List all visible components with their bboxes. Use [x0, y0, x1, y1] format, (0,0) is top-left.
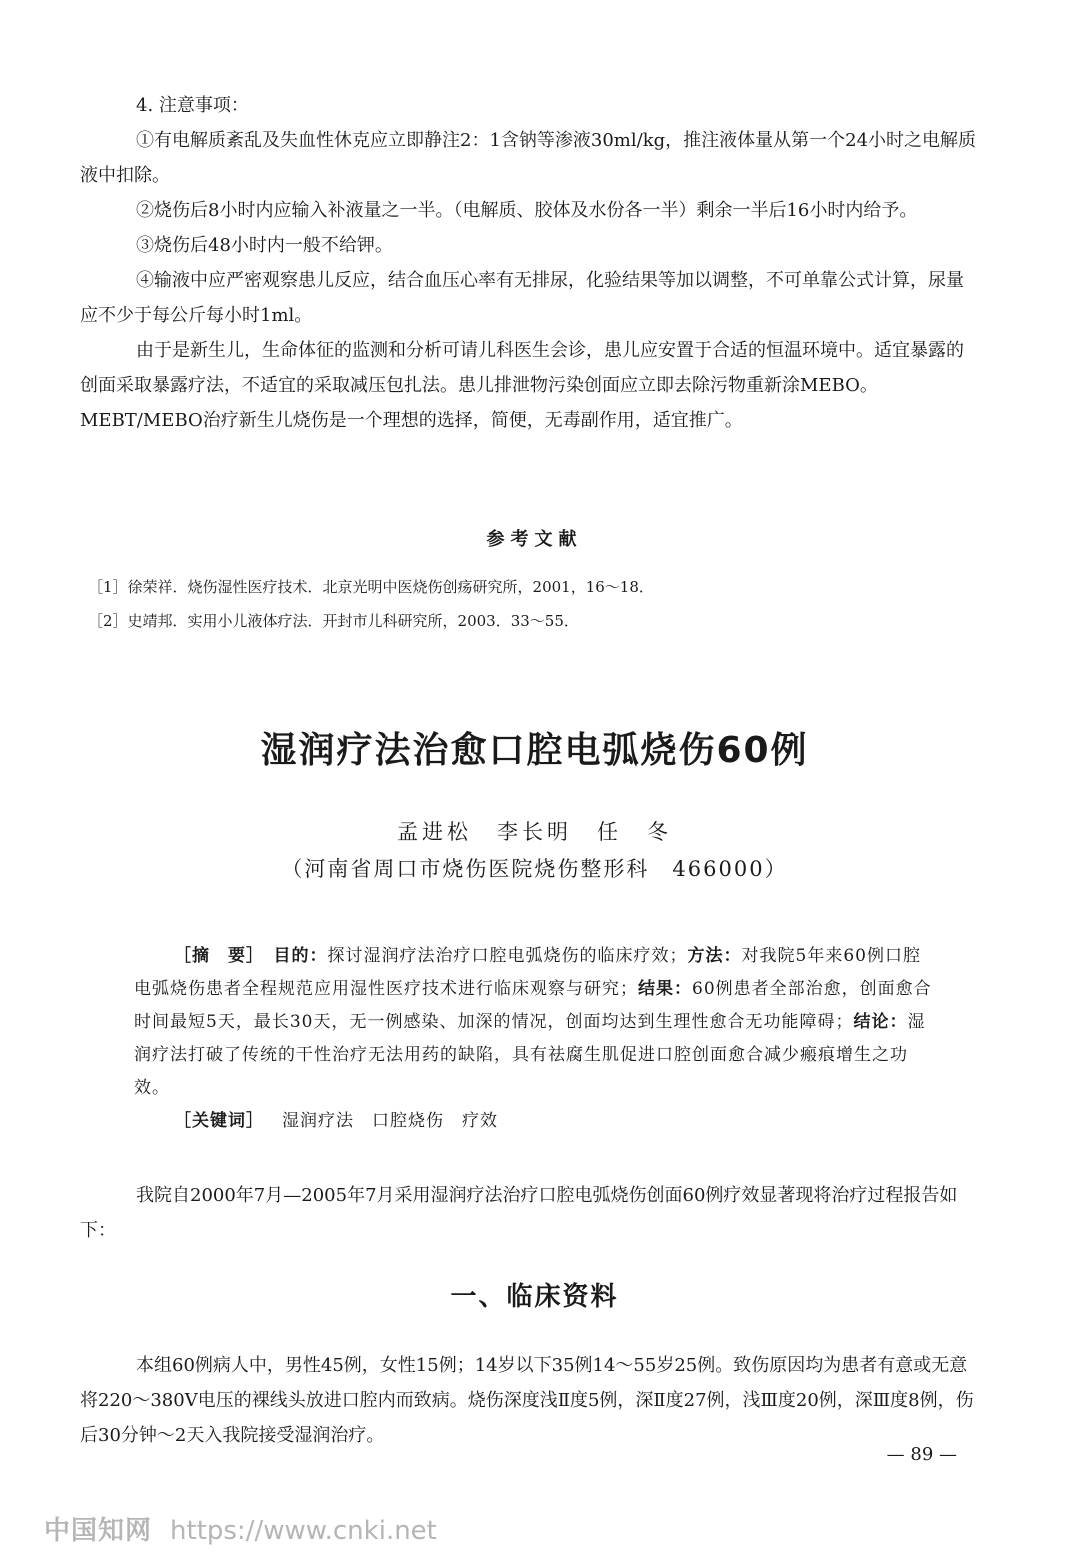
keywords-label: ［关键词］	[174, 1111, 264, 1131]
note-1: ①有电解质紊乱及失血性休克应立即静注2：1含钠等渗液30ml/kg，推注液体量从第一个24小时之电解质液中扣除。	[80, 130, 977, 186]
keywords-text: 湿润疗法 口腔烧伤 疗效	[282, 1111, 498, 1131]
reference-item: ［1］徐荣祥．烧伤湿性医疗技术．北京光明中医烧伤创疡研究所，2001，16～18．	[88, 578, 654, 596]
purpose-text: 探讨湿润疗法治疗口腔电弧烧伤的临床疗效；	[327, 946, 688, 966]
reference-item: ［2］史靖邦．实用小儿液体疗法．开封市儿科研究所，2003．33～55．	[88, 612, 579, 630]
closing-paragraph: 由于是新生儿，生命体征的监测和分析可请儿科医生会诊，患儿应安置于合适的恒温环境中。适宜暴露的创面采取暴露疗法，不适宜的采取减压包扎法。患儿排泄物污染创面应立即去除污物重新涂MEBO。MEBT/MEBO治疗新生儿烧伤是一个理想的选择，简便，无毒副作用，适宜推广。	[80, 340, 964, 431]
conclusion-label: 结论：	[853, 1012, 908, 1032]
note-3: ③烧伤后48小时内一般不给钾。	[136, 235, 393, 256]
references-title: 参考文献	[486, 529, 583, 550]
article-title: 湿润疗法治愈口腔电弧烧伤60例	[260, 730, 809, 771]
watermark-url: https://www.cnki.net	[170, 1516, 437, 1546]
keywords-row	[134, 1105, 934, 1138]
watermark-name: 中国知网	[44, 1516, 153, 1546]
result-label: 结果：	[638, 979, 692, 999]
method-label: 方法：	[687, 946, 742, 966]
notes-heading: 4. 注意事项：	[136, 95, 249, 116]
section-title: 一、临床资料	[450, 1282, 619, 1312]
purpose-label: 目的：	[273, 946, 328, 966]
cnki-watermark	[44, 1510, 437, 1547]
section1-paragraph: 本组60例病人中，男性45例，女性15例；14岁以下35例14～55岁25例。致伤原因均为患者有意或无意将220～380V电压的裸线头放进口腔内而致病。烧伤深度浅Ⅱ度5例，深Ⅱ度27例，浅Ⅲ度20例，深Ⅲ度8例，伤后30分钟～2天入我院接受湿润治疗。	[80, 1355, 974, 1446]
references-list	[88, 570, 968, 638]
page-number: — 89 —	[886, 1444, 957, 1465]
note-4: ④输液中应严密观察患儿反应，结合血压心率有无排尿，化验结果等加以调整，不可单靠公式计算，尿量应不少于每公斤每小时1ml。	[80, 270, 964, 326]
result-text: 60例患者全部治愈，创面愈合时间最短5天，最长30天，无一例感染、加深的情况，创面均达到生理性愈合无功能障碍；	[134, 979, 932, 1032]
section1-body	[80, 1348, 980, 1453]
notes-section	[80, 88, 980, 438]
intro-paragraph: 我院自2000年7月—2005年7月采用湿润疗法治疗口腔电弧烧伤创面60例疗效显著现将治疗过程报告如下：	[80, 1185, 958, 1241]
article-authors: 孟进松 李长明 任 冬	[397, 820, 672, 844]
abstract-body	[134, 940, 934, 1105]
article-affiliation: （河南省周口市烧伤医院烧伤整形科 466000）	[281, 857, 788, 881]
note-2: ②烧伤后8小时内应输入补液量之一半。（电解质、胶体及水份各一半）剩余一半后16小时内给予。	[136, 200, 918, 221]
method-text: 对我院5年来60例口腔电弧烧伤患者全程规范应用湿性医疗技术进行临床观察与研究；	[134, 946, 921, 999]
conclusion-text: 湿润疗法打破了传统的干性治疗无法用药的缺陷，具有祛腐生肌促进口腔创面愈合减少瘢痕增生之功效。	[134, 1012, 926, 1098]
abstract-label: ［摘 要］	[174, 946, 256, 966]
intro-section	[80, 1178, 980, 1248]
abstract	[134, 940, 934, 1138]
